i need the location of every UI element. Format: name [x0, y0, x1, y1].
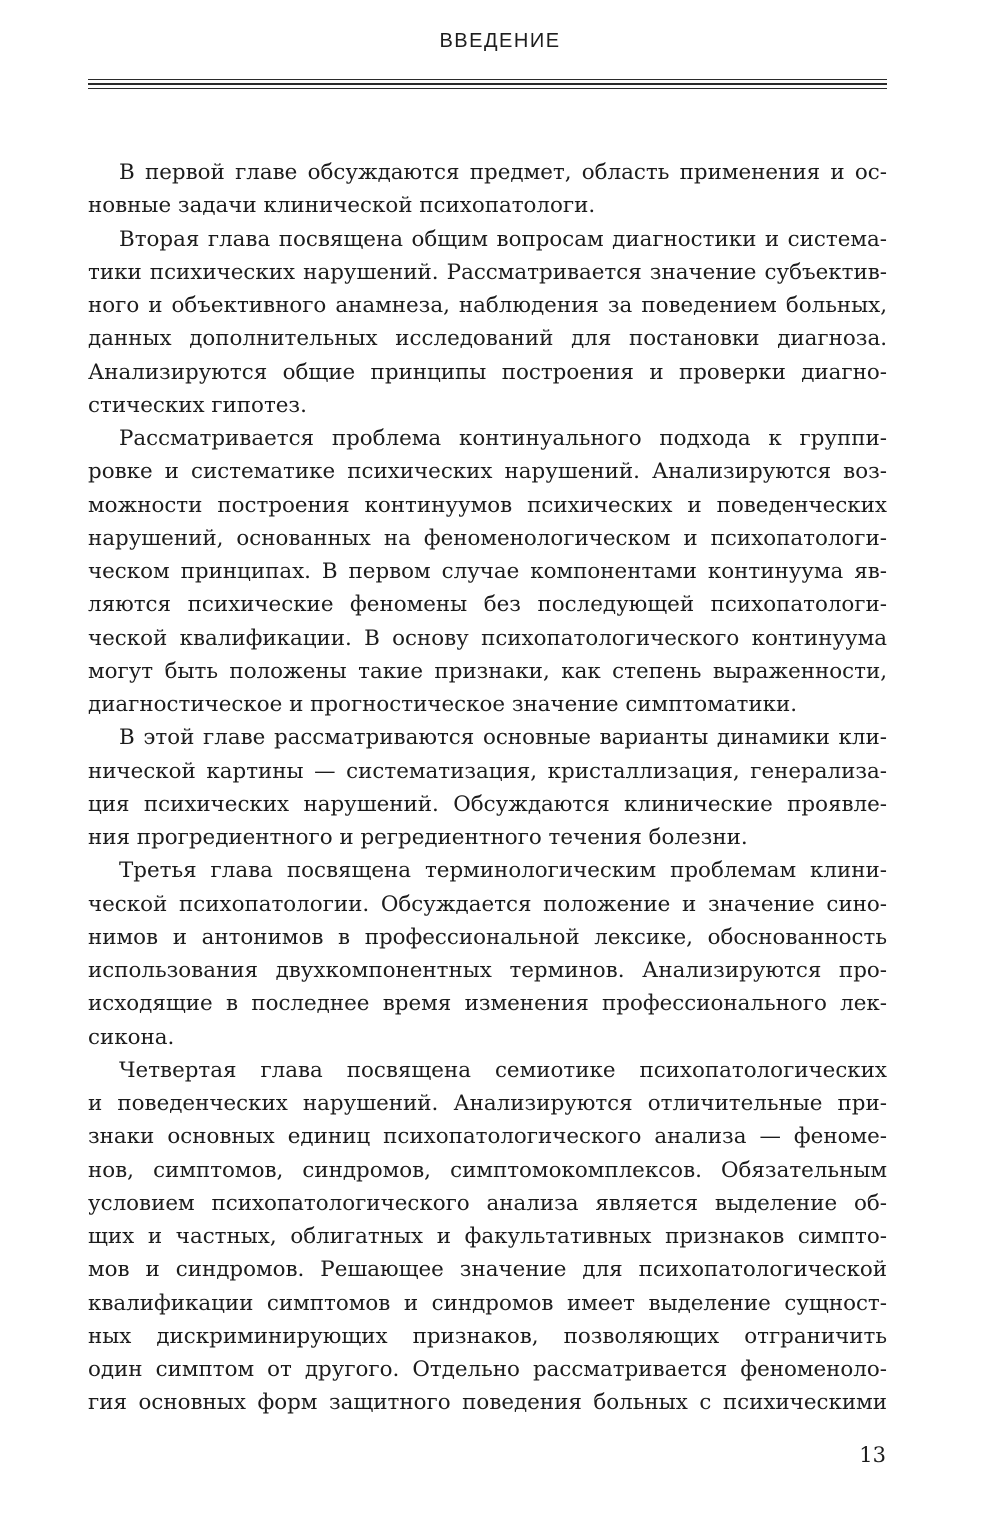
body-text	[88, 156, 887, 1420]
text-line: ческой квалификации. В основу психопатологического континуума	[88, 625, 887, 651]
header-rule-bottom	[88, 88, 887, 89]
text-line: Четвертая глава посвящена семиотике психопатологических	[119, 1057, 887, 1083]
header-rule-top	[88, 79, 887, 80]
text-line: исходящие в последнее время изменения профессионального лек-	[88, 991, 887, 1017]
text-line: нарушений, основанных на феноменологическом и психопатологи-	[88, 525, 887, 551]
page-number: 13	[859, 1443, 886, 1467]
text-line: Вторая глава посвящена общим вопросам диагностики и система-	[119, 226, 887, 252]
text-line: данных дополнительных исследований для постановки диагноза.	[88, 326, 887, 352]
text-line: нимов и антонимов в профессиональной лексике, обоснованность	[88, 924, 887, 950]
text-line: нов, симптомов, синдромов, симптомокомплексов. Обязательным	[88, 1157, 887, 1183]
text-line: могут быть положены такие признаки, как степень выраженности,	[88, 658, 887, 684]
text-line: диагностическое и прогностическое значение симптоматики.	[88, 692, 798, 717]
text-line: Третья глава посвящена терминологическим проблемам клини-	[119, 858, 887, 884]
running-head: ВВЕДЕНИЕ	[439, 30, 561, 52]
text-line: знаки основных единиц психопатологического анализа — феноме-	[88, 1124, 887, 1150]
text-line: гия основных форм защитного поведения больных с психическими	[88, 1390, 887, 1416]
text-line: нической картины — систематизация, кристаллизация, генерализа-	[88, 758, 887, 784]
text-line: ческой психопатологии. Обсуждается положение и значение сино-	[88, 891, 887, 917]
text-line: ных дискриминирующих признаков, позволяющих отграничить	[88, 1323, 887, 1349]
text-line: ция психических нарушений. Обсуждаются клинические проявле-	[88, 791, 887, 817]
text-line: использования двухкомпонентных терминов. Анализируются про-	[88, 958, 887, 983]
text-line: тики психических нарушений. Рассматривается значение субъектив-	[88, 259, 887, 285]
header-rule-thick	[88, 83, 887, 85]
text-line: новные задачи клинической психопатологи.	[88, 193, 596, 219]
text-line: и поведенческих нарушений. Анализируются отличительные при-	[88, 1091, 887, 1116]
text-line: щих и частных, облигатных и факультативных признаков симпто-	[88, 1224, 887, 1249]
text-line: ровке и систематике психических нарушений. Анализируются воз-	[88, 459, 887, 485]
text-line: сикона.	[88, 1024, 175, 1050]
text-line: Анализируются общие принципы построения и проверки диагно-	[88, 359, 887, 385]
text-line: В этой главе рассматриваются основные варианты динамики кли-	[119, 725, 887, 751]
text-line: Рассматривается проблема континуального подхода к группи-	[119, 426, 887, 451]
text-line: ляются психические феномены без последующей психопатологи-	[88, 592, 887, 618]
text-line: один симптом от другого. Отдельно рассматривается феноменоло-	[88, 1357, 887, 1382]
text-line: мов и синдромов. Решающее значение для психопатологической	[88, 1257, 887, 1283]
text-line: ческом принципах. В первом случае компонентами континуума яв-	[88, 559, 887, 584]
text-line: В первой главе обсуждаются предмет, область применения и ос-	[119, 160, 887, 185]
text-line: можности построения континуумов психических и поведенческих	[88, 492, 887, 518]
text-line: стических гипотез.	[88, 392, 307, 418]
text-line: ного и объективного анамнеза, наблюдения за поведением больных,	[88, 293, 887, 318]
text-line: ния прогредиентного и регредиентного течения болезни.	[88, 825, 748, 850]
text-line: квалификации симптомов и синдромов имеет выделение сущност-	[88, 1290, 887, 1316]
text-line: условием психопатологического анализа является выделение об-	[88, 1190, 887, 1216]
